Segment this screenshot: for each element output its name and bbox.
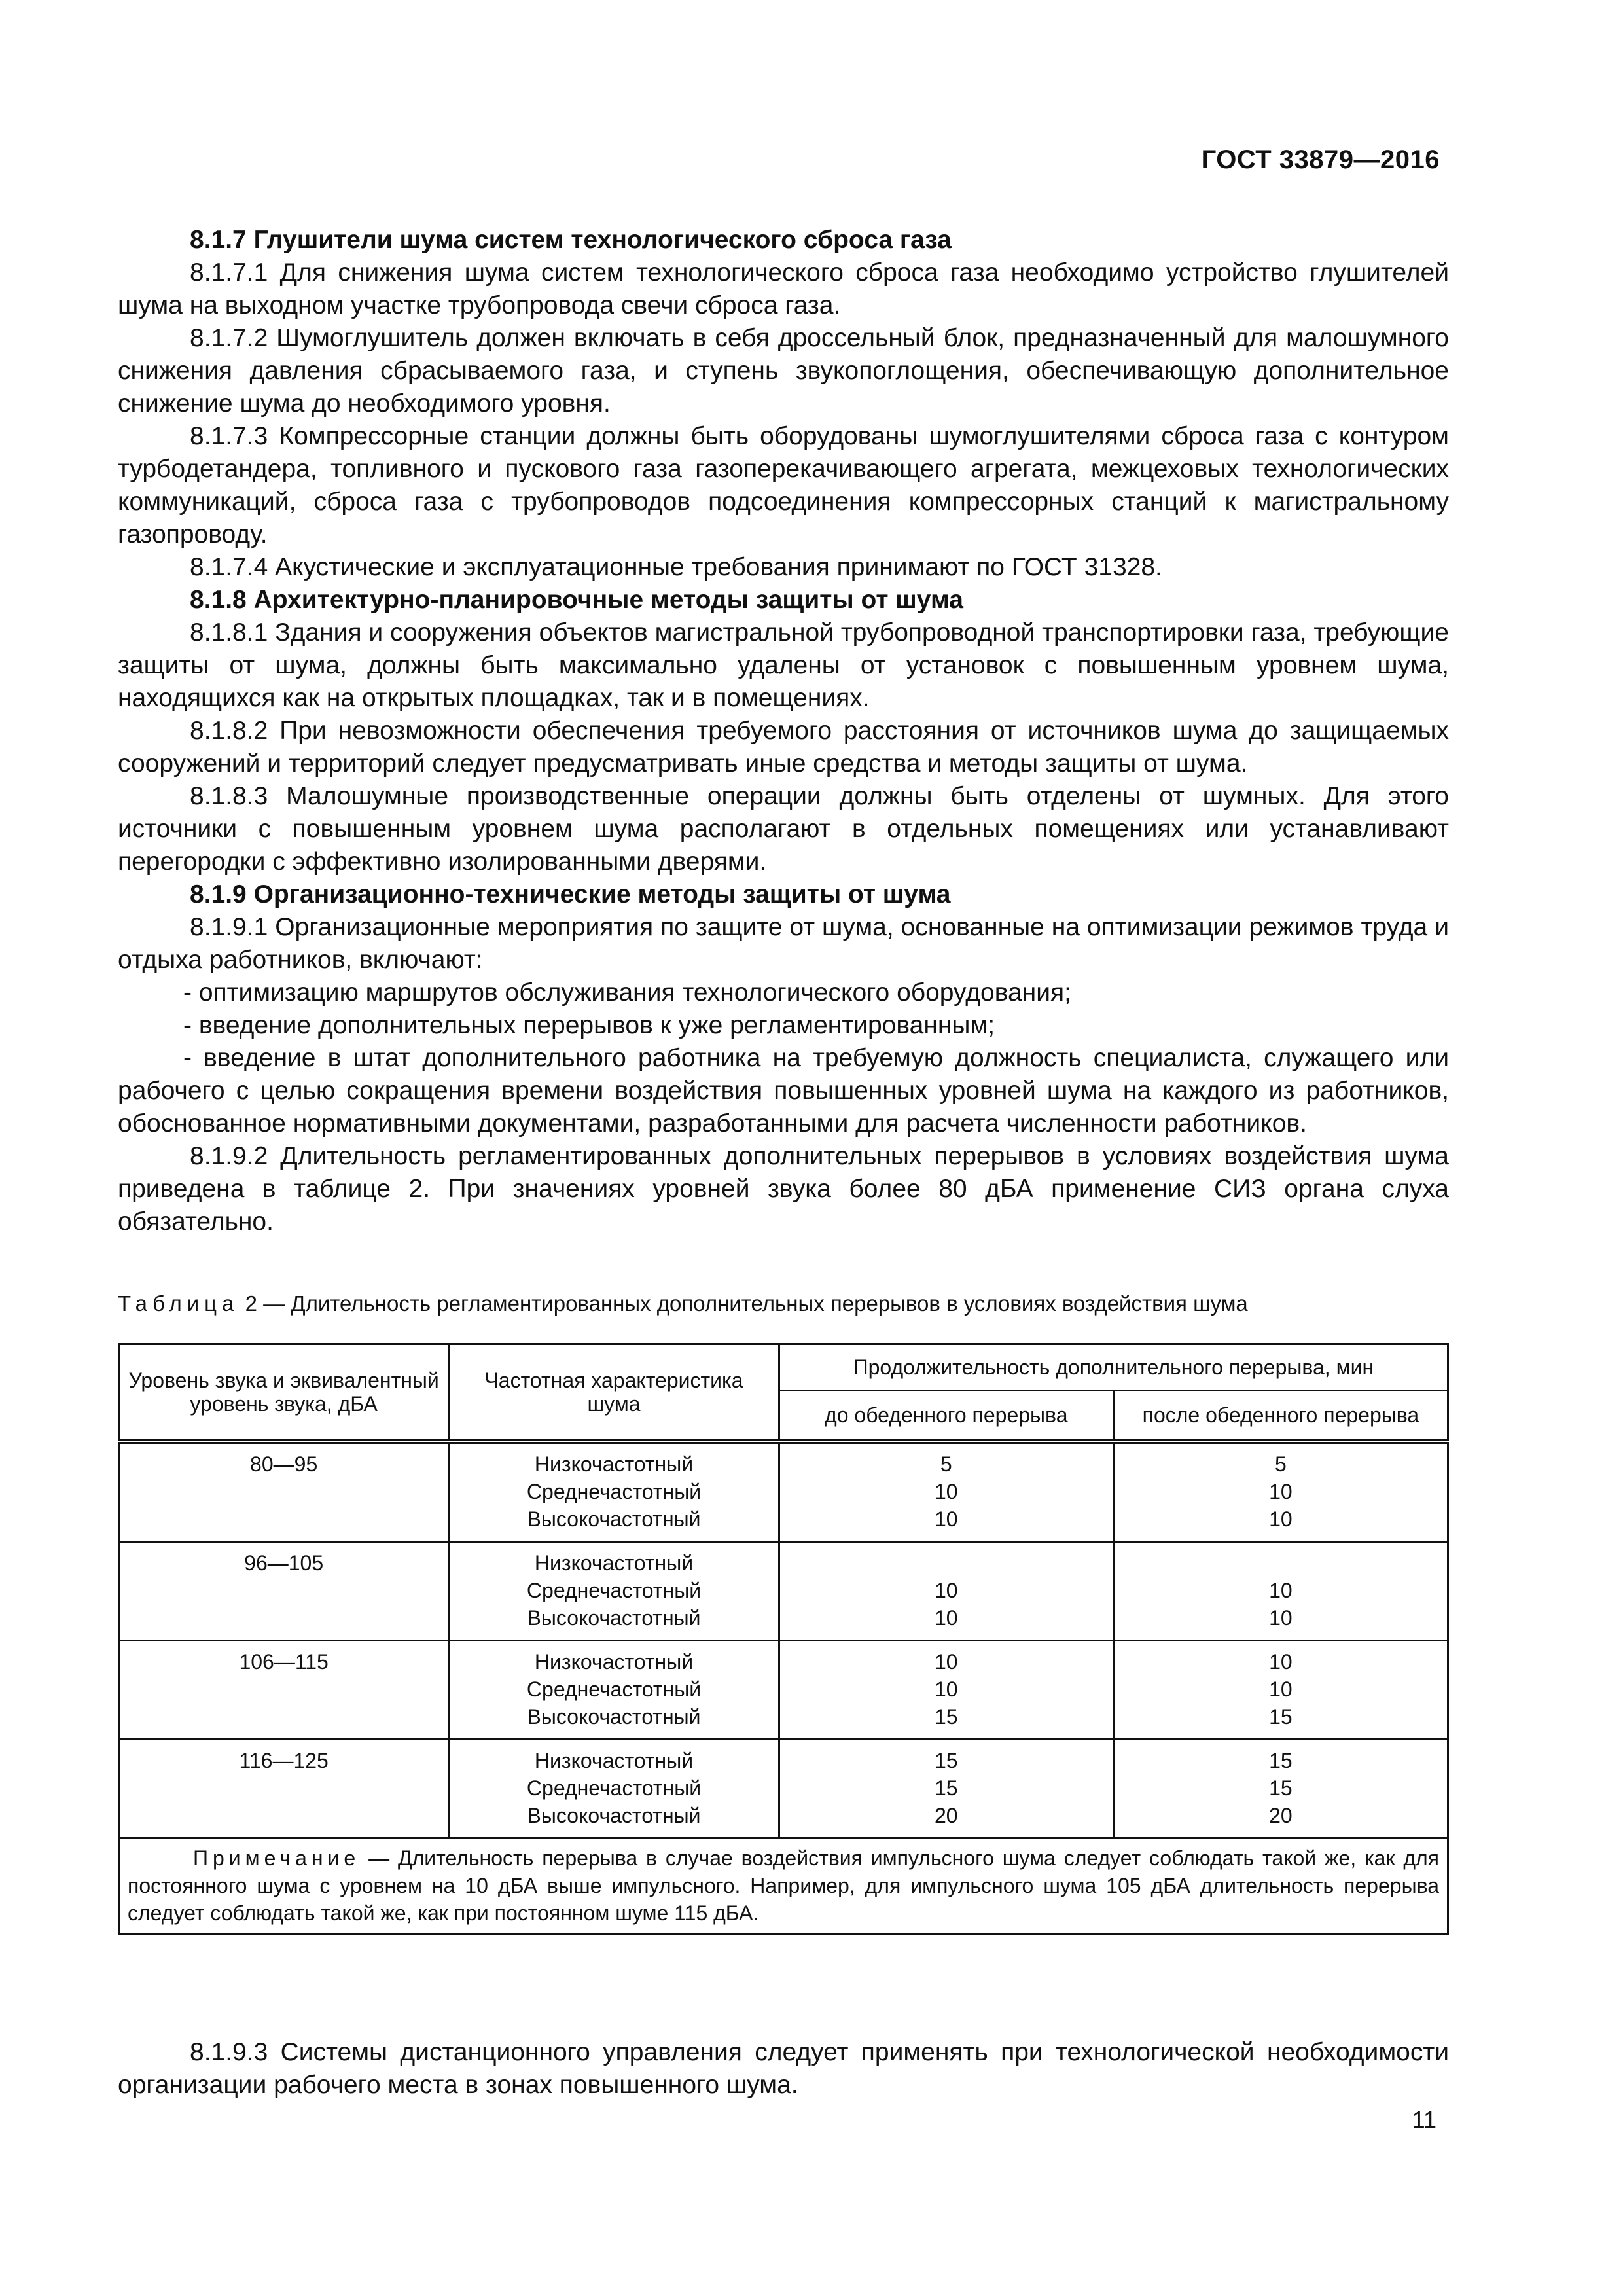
freq-high: Высокочастотный xyxy=(527,1804,701,1827)
freq-mid: Среднечастотный xyxy=(526,1776,702,1800)
value-high: 15 xyxy=(1269,1705,1293,1729)
cell-frequency xyxy=(449,1441,779,1542)
value-low: 10 xyxy=(1269,1650,1293,1674)
freq-low: Низкочастотный xyxy=(534,1749,694,1772)
table-row xyxy=(119,1641,1448,1740)
freq-high: Высокочастотный xyxy=(527,1507,701,1531)
table-caption-text: 2 — Длительность регламентированных дополнительных перерывов в условиях воздействия шума xyxy=(245,1291,1248,1316)
heading-8-1-7: 8.1.7 Глушители шума систем технологического сброса газа xyxy=(190,226,952,254)
document-code: ГОСТ 33879—2016 xyxy=(1201,145,1440,174)
table-note xyxy=(119,1839,1448,1935)
heading-8-1-8: 8.1.8 Архитектурно-планировочные методы защиты от шума xyxy=(190,586,963,614)
header-duration: Продолжительность дополнительного перерыва, мин xyxy=(779,1344,1448,1391)
value-low: 10 xyxy=(934,1650,958,1674)
freq-low: Низкочастотный xyxy=(534,1452,694,1476)
cell-level: 106—115 xyxy=(119,1641,449,1740)
value-mid: 10 xyxy=(934,1677,958,1701)
value-mid: 10 xyxy=(1269,1579,1293,1602)
cell-after xyxy=(1113,1641,1448,1740)
cell-before xyxy=(779,1441,1113,1542)
page-number: 11 xyxy=(1412,2106,1436,2133)
paragraph-8-1-8-1: 8.1.8.1 Здания и сооружения объектов магистральной трубопроводной транспортировки газа, требующие защиты от шума, должны быть максимально удалены от установок с повышенным уровнем шума, находящихся как на открытых площадках, так и в помещениях. xyxy=(118,619,1449,712)
freq-low: Низкочастотный xyxy=(534,1551,694,1575)
table-row xyxy=(119,1542,1448,1641)
value-high: 10 xyxy=(934,1606,958,1630)
list-item: - введение дополнительных перерывов к уже регламентированным; xyxy=(183,1011,995,1039)
value-mid: 10 xyxy=(934,1579,958,1602)
list-item: - введение в штат дополнительного работника на требуемую должность специалиста, служащего или рабочего с целью сокращения времени воздействия повышенных уровней шума на каждого из работников, обоснованное нормативными документами, разработанными для расчета численности работников. xyxy=(118,1044,1449,1138)
cell-before xyxy=(779,1641,1113,1740)
value-mid: 10 xyxy=(934,1480,958,1503)
cell-level: 80—95 xyxy=(119,1441,449,1542)
header-before-lunch: до обеденного перерыва xyxy=(779,1391,1113,1442)
cell-before xyxy=(779,1740,1113,1839)
noise-break-table xyxy=(118,1343,1449,1935)
paragraph-8-1-8-2: 8.1.8.2 При невозможности обеспечения требуемого расстояния от источников шума до защищаемых сооружений и территорий следует предусматривать иные средства и методы защиты от шума. xyxy=(118,717,1449,778)
freq-mid: Среднечастотный xyxy=(526,1677,702,1701)
paragraph-8-1-9-3: 8.1.9.3 Системы дистанционного управления следует применять при технологической необходимости организации рабочего места в зонах повышенного шума. xyxy=(118,2038,1449,2099)
header-after-lunch: после обеденного перерыва xyxy=(1113,1391,1448,1442)
value-mid: 10 xyxy=(1269,1480,1293,1503)
table-note-row xyxy=(119,1839,1448,1935)
header-sound-level: Уровень звука и эквивалентный уровень звука, дБА xyxy=(119,1344,449,1442)
value-high: 20 xyxy=(934,1804,958,1827)
cell-after xyxy=(1113,1542,1448,1641)
value-low xyxy=(1121,1549,1440,1577)
value-high: 10 xyxy=(1269,1507,1293,1531)
value-high: 15 xyxy=(934,1705,958,1729)
freq-low: Низкочастотный xyxy=(534,1650,694,1674)
paragraph-8-1-7-2: 8.1.7.2 Шумоглушитель должен включать в себя дроссельный блок, предназначенный для малошумного снижения давления сбрасываемого газа, и ступень звукопоглощения, обеспечивающую дополнительное снижение шума до необходимого уровня. xyxy=(118,324,1449,418)
value-high: 20 xyxy=(1269,1804,1293,1827)
cell-frequency xyxy=(449,1542,779,1641)
cell-after xyxy=(1113,1441,1448,1542)
cell-level: 116—125 xyxy=(119,1740,449,1839)
paragraph-8-1-7-1: 8.1.7.1 Для снижения шума систем технологического сброса газа необходимо устройство глушителей шума на выходном участке трубопровода свечи сброса газа. xyxy=(118,259,1449,319)
paragraph-8-1-8-3: 8.1.8.3 Малошумные производственные операции должны быть отделены от шумных. Для этого источники с повышенным уровнем шума располагают в отдельных помещениях или устанавливают перегородки с эффективно изолированными дверями. xyxy=(118,782,1449,876)
cell-frequency xyxy=(449,1740,779,1839)
table-caption-label: Таблица xyxy=(118,1291,240,1316)
paragraph-8-1-9-2: 8.1.9.2 Длительность регламентированных дополнительных перерывов в условиях воздействия шума приведена в таблице 2. При значениях уровней звука более 80 дБА применение СИЗ органа слуха обязательно. xyxy=(118,1142,1449,1236)
paragraph-8-1-7-3: 8.1.7.3 Компрессорные станции должны быть оборудованы шумоглушителями сброса газа с контуром турбодетандера, топливного и пускового газа газоперекачивающего агрегата, межцеховых технологических коммуникаций, сброса газа с трубопроводов подсоединения компрессорных станций к магистральному газопроводу. xyxy=(118,422,1449,548)
note-text: — Длительность перерыва в случае воздействия импульсного шума следует соблюдать такой же, как для постоянного шума с уровнем на 10 дБА выше импульсного. Например, для импульсного шума 105 дБА длительность перерыва следует соблюдать такой же, как при постоянном шуме 115 дБА. xyxy=(128,1846,1439,1925)
paragraph-8-1-7-4: 8.1.7.4 Акустические и эксплуатационные требования принимают по ГОСТ 31328. xyxy=(190,553,1162,581)
value-high: 10 xyxy=(934,1507,958,1531)
paragraph-8-1-9-1: 8.1.9.1 Организационные мероприятия по защите от шума, основанные на оптимизации режимов труда и отдыха работников, включают: xyxy=(118,913,1449,974)
cell-level: 96—105 xyxy=(119,1542,449,1641)
freq-mid: Среднечастотный xyxy=(526,1579,702,1602)
value-low: 5 xyxy=(1275,1452,1287,1476)
value-mid: 10 xyxy=(1269,1677,1293,1701)
table-caption xyxy=(118,1291,1492,1317)
value-low: 15 xyxy=(934,1749,958,1772)
value-low xyxy=(787,1549,1106,1577)
value-high: 10 xyxy=(1269,1606,1293,1630)
note-label: Примечание xyxy=(193,1846,361,1870)
cell-after xyxy=(1113,1740,1448,1839)
value-low: 5 xyxy=(940,1452,952,1476)
table-row xyxy=(119,1441,1448,1542)
cell-frequency xyxy=(449,1641,779,1740)
freq-high: Высокочастотный xyxy=(527,1705,701,1729)
value-low: 15 xyxy=(1269,1749,1293,1772)
value-mid: 15 xyxy=(1269,1776,1293,1800)
freq-mid: Среднечастотный xyxy=(526,1480,702,1503)
cell-before xyxy=(779,1542,1113,1641)
list-item: - оптимизацию маршрутов обслуживания технологического оборудования; xyxy=(183,978,1071,1007)
table-row xyxy=(119,1740,1448,1839)
freq-high: Высокочастотный xyxy=(527,1606,701,1630)
header-frequency: Частотная характеристика шума xyxy=(449,1344,779,1442)
value-mid: 15 xyxy=(934,1776,958,1800)
heading-8-1-9: 8.1.9 Организационно-технические методы защиты от шума xyxy=(190,880,951,908)
main-text xyxy=(118,224,1449,1238)
